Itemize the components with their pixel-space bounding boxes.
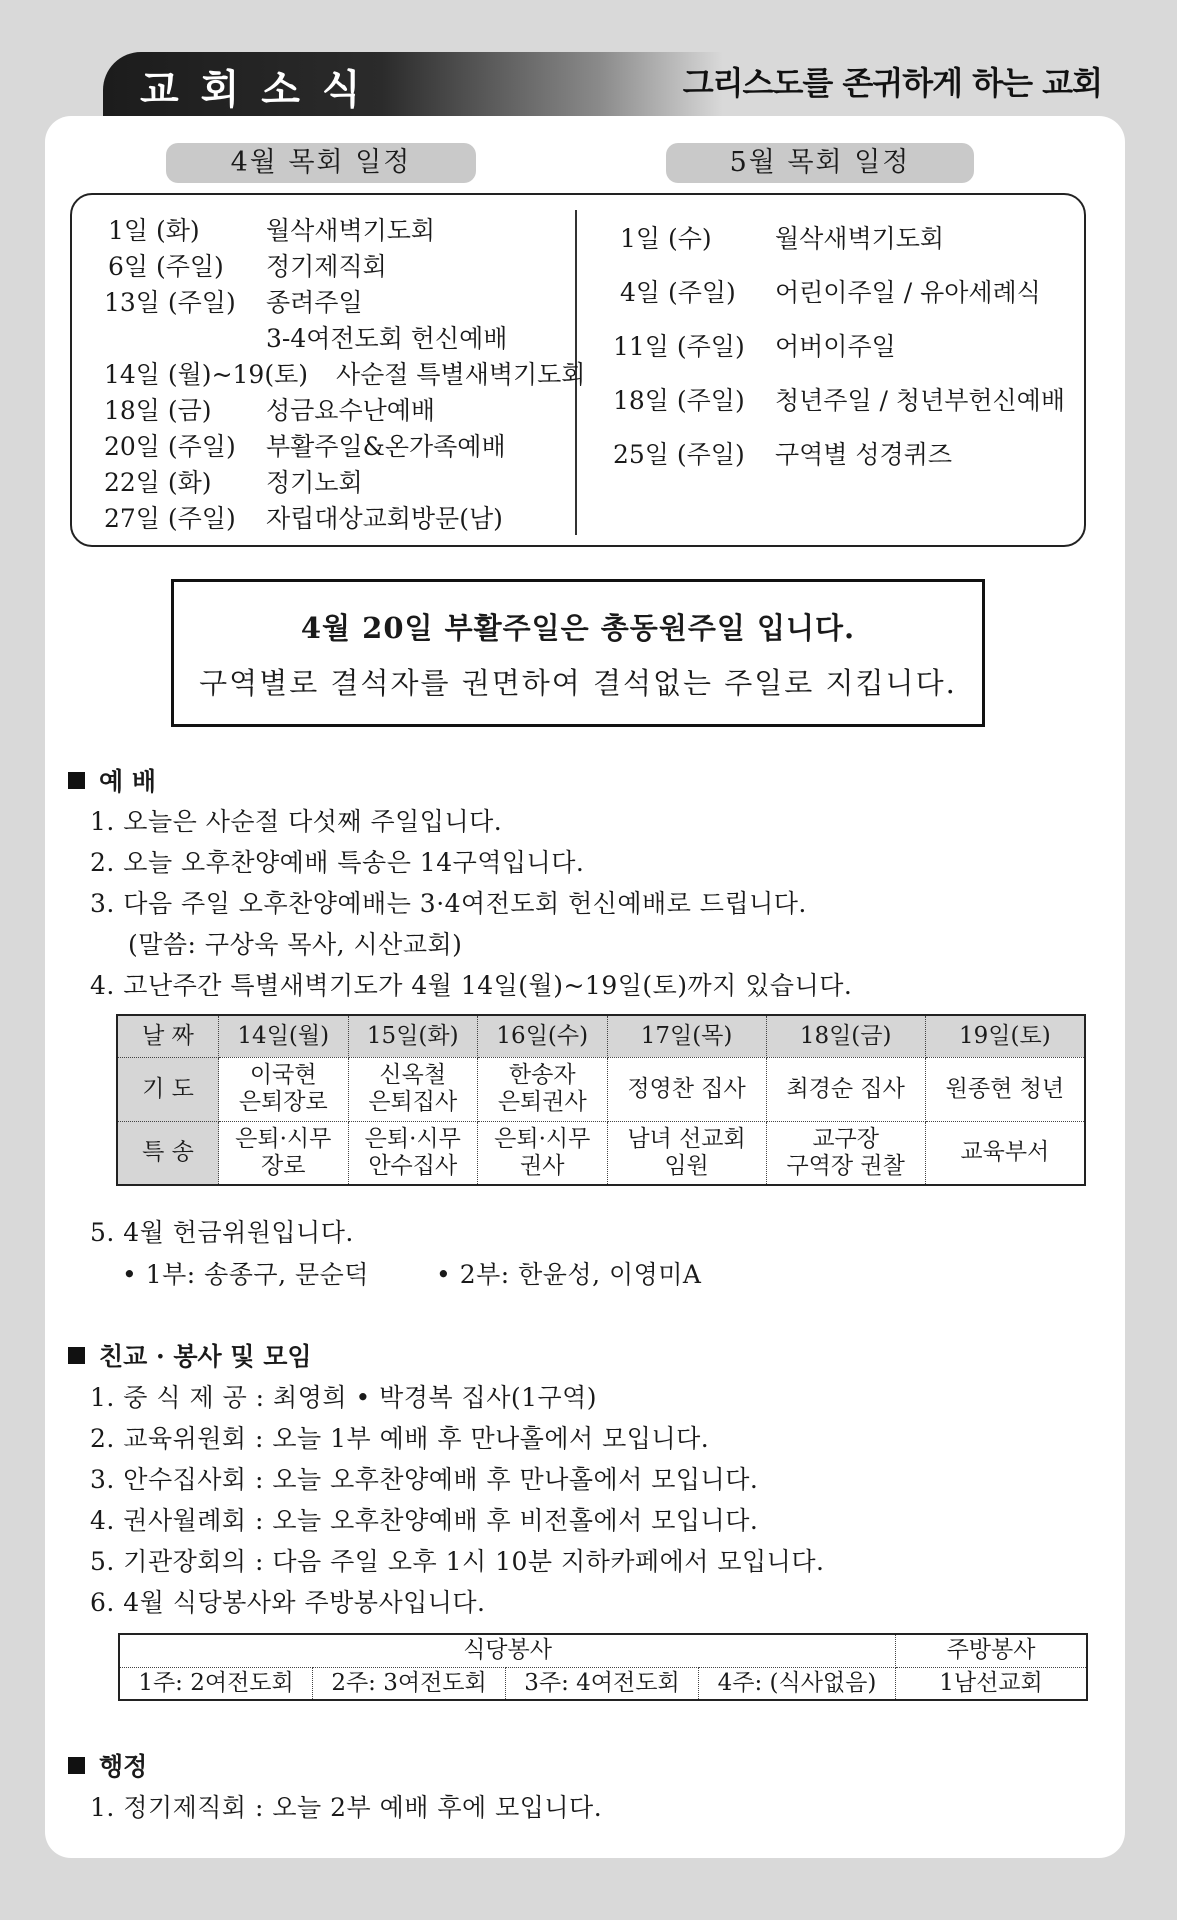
square-bullet-icon: [68, 772, 85, 789]
table-cell: 최경순 집사: [766, 1057, 925, 1121]
table-cell: 원종현 청년: [925, 1057, 1085, 1121]
notice-line-2: 구역별로 결석자를 권면하여 결석없는 주일로 지킵니다.: [199, 666, 957, 700]
table-cell: 1주: 2여전도회: [119, 1667, 313, 1700]
worship-item: 2. 오늘 오후찬양예배 특송은 14구역입니다.: [90, 848, 585, 877]
table-cell: 신옥철 은퇴집사: [348, 1057, 478, 1121]
worship-sermon-note: (말씀: 구상욱 목사, 시산교회): [128, 930, 463, 959]
table-row: [119, 1667, 1087, 1700]
table-header-cell: 19일(토): [925, 1015, 1085, 1057]
april-schedule-label: 4월 목회 일정: [166, 143, 476, 183]
table-header-cell: 17일(목): [607, 1015, 766, 1057]
table-row: [119, 1634, 1087, 1667]
fellowship-item: 5. 기관장회의 : 다음 주일 오후 1시 10분 지하카페에서 모입니다.: [90, 1547, 825, 1576]
table-row-label: 기 도: [117, 1057, 219, 1121]
worship-heading: 예 배: [68, 762, 156, 798]
table-header-cell: 날 짜: [117, 1015, 219, 1057]
admin-heading: 행정: [68, 1747, 147, 1783]
april-item: 3-4여전도회 헌신예배: [266, 324, 508, 353]
dawn-prayer-table: [116, 1014, 1086, 1186]
fellowship-item: 3. 안수집사회 : 오늘 오후찬양예배 후 만나홀에서 모입니다.: [90, 1465, 759, 1494]
notice-line-1: 4월 20일 부활주일은 총동원주일 입니다.: [300, 611, 856, 645]
offering-second-service: • 2부: 한윤성, 이영미A: [436, 1260, 702, 1289]
may-item: 11일 (주일) 어버이주일: [613, 332, 896, 361]
april-item: 14일 (월)~19(토) 사순절 특별새벽기도회: [104, 360, 586, 389]
april-item: 20일 (주일) 부활주일&온가족예배: [104, 432, 506, 461]
worship-item: 1. 오늘은 사순절 다섯째 주일입니다.: [90, 807, 503, 836]
table-cell: 은퇴·시무 안수집사: [348, 1121, 478, 1185]
square-bullet-icon: [68, 1347, 85, 1364]
worship-item: 5. 4월 헌금위원입니다.: [90, 1218, 354, 1247]
table-cell: 교구장 구역장 권찰: [766, 1121, 925, 1185]
table-row: [117, 1121, 1085, 1185]
table-cell: 은퇴·시무 장로: [219, 1121, 349, 1185]
table-cell: 한송자 은퇴권사: [478, 1057, 608, 1121]
table-header-cell: 14일(월): [219, 1015, 349, 1057]
fellowship-heading: 친교 · 봉사 및 모임: [68, 1337, 312, 1373]
worship-item: 4. 고난주간 특별새벽기도가 4월 14일(월)~19일(토)까지 있습니다.: [90, 971, 853, 1000]
easter-notice-box: [171, 579, 985, 727]
table-cell: 3주: 4여전도회: [506, 1667, 699, 1700]
fellowship-item: 4. 권사월례회 : 오늘 오후찬양예배 후 비전홀에서 모입니다.: [90, 1506, 759, 1535]
may-item: 4일 (주일) 어린이주일 / 유아세례식: [620, 278, 1041, 307]
admin-item: 1. 정기제직회 : 오늘 2부 예배 후에 모입니다.: [90, 1793, 603, 1822]
table-cell: 2주: 3여전도회: [313, 1667, 506, 1700]
table-cell: 1남선교회: [896, 1667, 1088, 1700]
church-slogan: 그리스도를 존귀하게 하는 교회: [682, 64, 1102, 102]
april-item: 1일 (화) 월삭새벽기도회: [108, 216, 436, 245]
april-item: 22일 (화) 정기노회: [104, 468, 363, 497]
page-title: 교회소식: [140, 67, 383, 113]
table-cell: 남녀 선교회 임원: [607, 1121, 766, 1185]
april-item: 13일 (주일) 종려주일: [104, 288, 363, 317]
may-schedule-label: 5월 목회 일정: [666, 143, 974, 183]
table-header-cell: 식당봉사: [119, 1634, 896, 1667]
fellowship-item: 1. 중 식 제 공 : 최영희 • 박경복 집사(1구역): [90, 1383, 598, 1412]
fellowship-item: 6. 4월 식당봉사와 주방봉사입니다.: [90, 1588, 486, 1617]
table-cell: 교육부서: [925, 1121, 1085, 1185]
table-header-cell: 16일(수): [478, 1015, 608, 1057]
service-duty-table: [118, 1633, 1088, 1701]
table-cell: 은퇴·시무 권사: [478, 1121, 608, 1185]
table-row: [117, 1015, 1085, 1057]
worship-item: 3. 다음 주일 오후찬양예배는 3·4여전도회 헌신예배로 드립니다.: [90, 889, 807, 918]
table-cell: 정영찬 집사: [607, 1057, 766, 1121]
table-cell: 4주: (식사없음): [698, 1667, 895, 1700]
fellowship-item: 2. 교육위원회 : 오늘 1부 예배 후 만나홀에서 모입니다.: [90, 1424, 710, 1453]
table-row: [117, 1057, 1085, 1121]
april-item: 27일 (주일) 자립대상교회방문(남): [104, 504, 503, 533]
may-item: 1일 (수) 월삭새벽기도회: [620, 224, 945, 253]
table-header-cell: 주방봉사: [896, 1634, 1088, 1667]
table-row-label: 특 송: [117, 1121, 219, 1185]
offering-first-service: • 1부: 송종구, 문순덕: [122, 1260, 369, 1289]
table-cell: 이국현 은퇴장로: [219, 1057, 349, 1121]
april-item: 18일 (금) 성금요수난예배: [104, 396, 436, 425]
square-bullet-icon: [68, 1757, 85, 1774]
may-item: 18일 (주일) 청년주일 / 청년부헌신예배: [613, 386, 1065, 415]
table-header-cell: 15일(화): [348, 1015, 478, 1057]
table-header-cell: 18일(금): [766, 1015, 925, 1057]
april-item: 6일 (주일) 정기제직회: [108, 252, 387, 281]
may-item: 25일 (주일) 구역별 성경퀴즈: [613, 440, 952, 469]
